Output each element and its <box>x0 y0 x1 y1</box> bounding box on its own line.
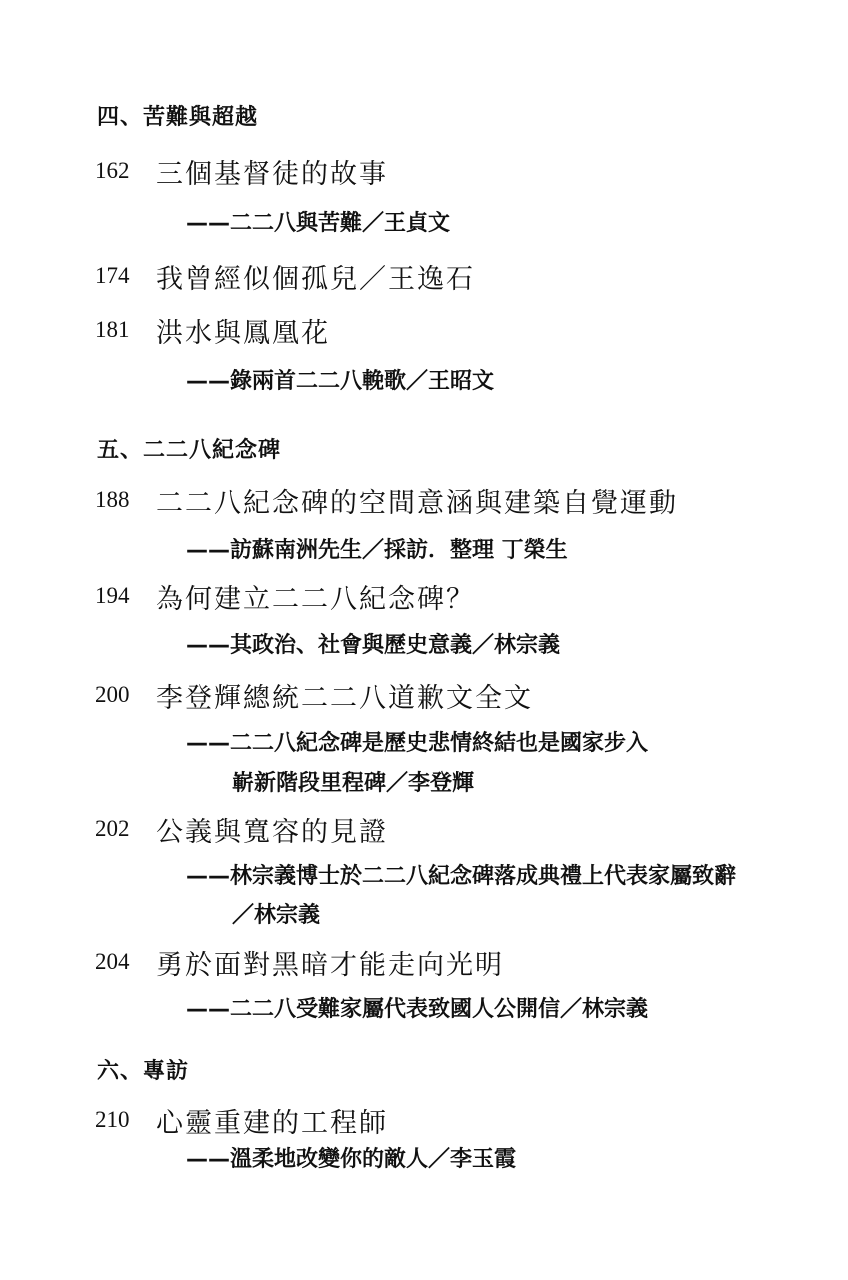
entry-page-number: 174 <box>95 263 130 288</box>
entry-title: 我曾經似個孤兒／王逸石 <box>156 264 475 295</box>
entry-subtitle: ——二二八紀念碑是歷史悲情終結也是國家步入 <box>186 731 649 756</box>
entry-page-number: 188 <box>95 487 130 512</box>
entry-title: 公義與寬容的見證 <box>156 817 388 848</box>
entry-title: 心靈重建的工程師 <box>156 1108 388 1139</box>
section-heading: 四、苦難與超越 <box>97 105 259 130</box>
entry-subtitle: ——溫柔地改變你的敵人／李玉霞 <box>186 1147 517 1172</box>
entry-page-number: 202 <box>95 816 130 841</box>
entry-subtitle: ——二二八受難家屬代表致國人公開信／林宗義 <box>186 997 649 1022</box>
entry-subtitle: ——林宗義博士於二二八紀念碑落成典禮上代表家屬致辭 <box>186 864 737 889</box>
entry-page-number: 200 <box>95 682 130 707</box>
entry-title: 三個基督徒的故事 <box>156 159 388 190</box>
entry-title: 為何建立二二八紀念碑？ <box>156 584 475 615</box>
entry-subtitle-continued: 嶄新階段里程碑／李登輝 <box>232 771 475 796</box>
entry-title: 李登輝總統二二八道歉文全文 <box>156 683 533 714</box>
entry-page-number: 210 <box>95 1107 130 1132</box>
section-heading: 六、專訪 <box>97 1059 190 1084</box>
entry-page-number: 181 <box>95 317 130 342</box>
entry-subtitle: ——訪蘇南洲先生／採訪．整理 丁榮生 <box>186 538 568 563</box>
entry-title: 二二八紀念碑的空間意涵與建築自覺運動 <box>156 488 678 519</box>
entry-title: 勇於面對黑暗才能走向光明 <box>156 950 504 981</box>
entry-page-number: 162 <box>95 158 130 183</box>
entry-subtitle: ——其政治、社會與歷史意義／林宗義 <box>186 633 561 658</box>
entry-subtitle: ——錄兩首二二八輓歌／王昭文 <box>186 369 495 394</box>
entry-page-number: 194 <box>95 583 130 608</box>
entry-subtitle: ——二二八與苦難／王貞文 <box>186 211 451 236</box>
entry-title: 洪水與鳳凰花 <box>156 318 330 349</box>
entry-subtitle-continued: ／林宗義 <box>232 903 321 928</box>
entry-page-number: 204 <box>95 949 130 974</box>
section-heading: 五、二二八紀念碑 <box>97 438 282 463</box>
